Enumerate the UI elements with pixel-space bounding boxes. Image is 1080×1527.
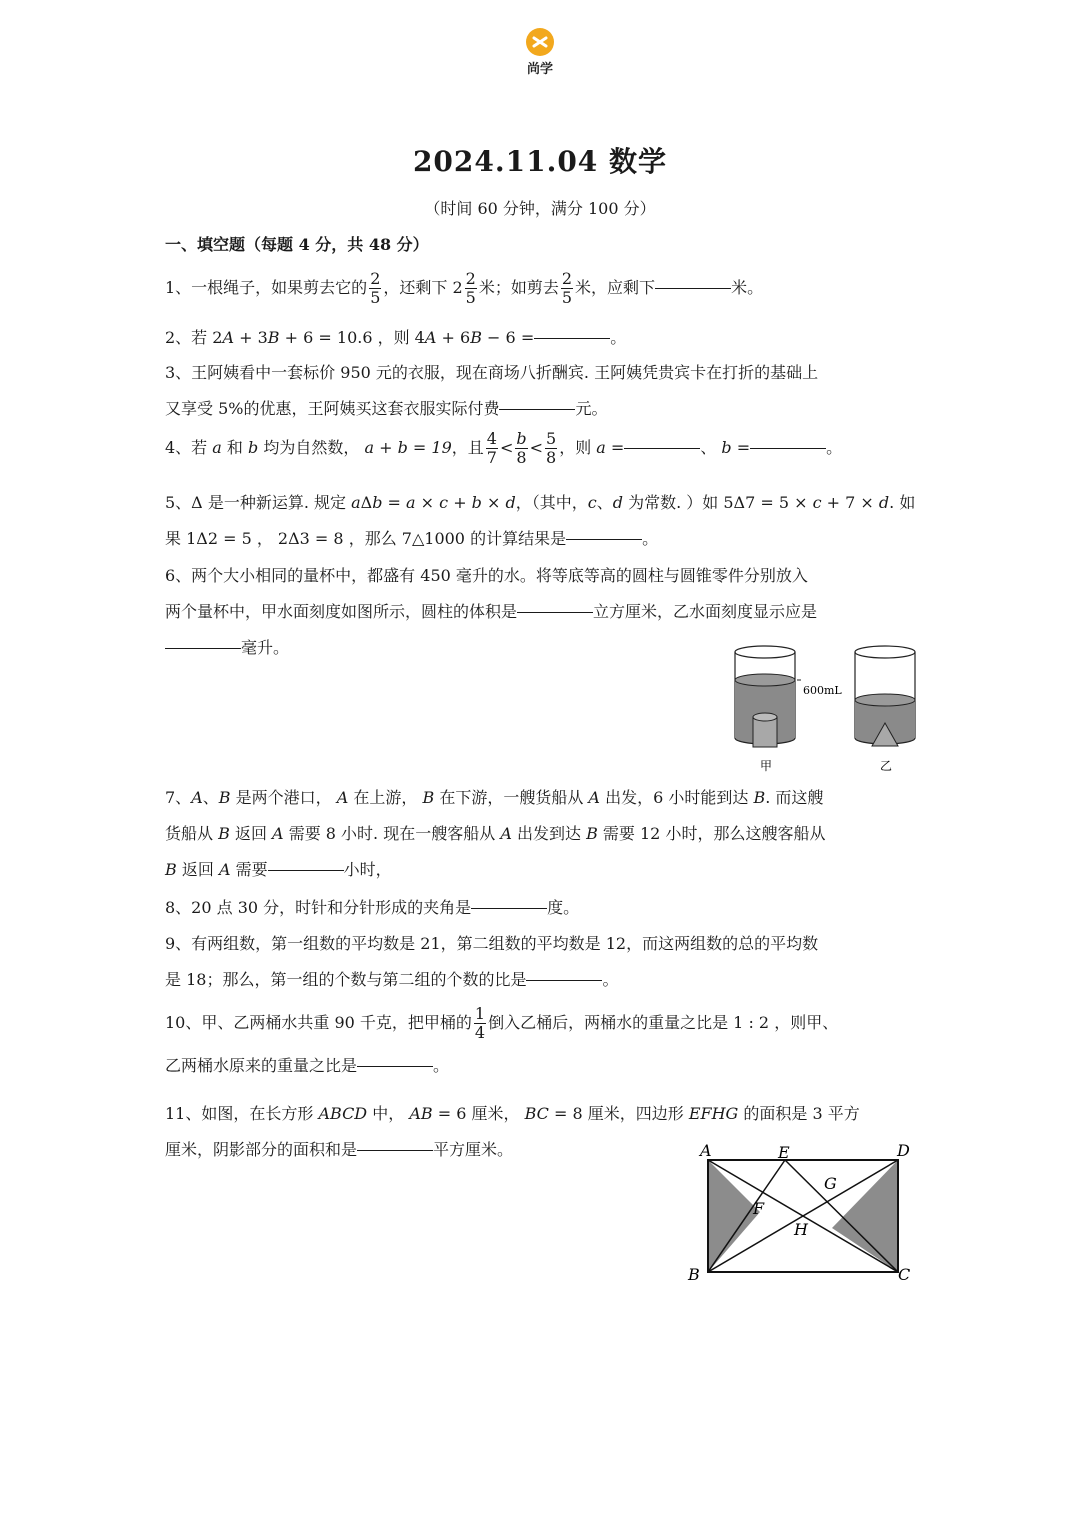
measuring-cups-figure (725, 640, 925, 775)
fraction: $\frac{1}{4}$ (474, 1004, 486, 1042)
answer-blank[interactable] (526, 979, 602, 981)
fig-label-600ml: 600mL (803, 684, 842, 697)
point-e: E (778, 1143, 790, 1162)
point-g: G (824, 1174, 837, 1193)
point-d: D (897, 1141, 910, 1160)
fraction: $\frac{2}{5}$ (370, 269, 381, 307)
point-a: A (700, 1141, 712, 1160)
question-6: 6、两个大小相同的量杯中，都盛有 450 毫升的水。将等底等高的圆柱与圆锥零件分别放入 两个量杯中，甲水面刻度如图所示，圆柱的体积是 立方厘米，乙水面刻度显示应是 毫升。 (165, 566, 818, 657)
answer-blank[interactable] (655, 287, 731, 289)
question-1: 1、一根绳子，如果剪去它的 $\frac{2}{5}$ ，还剩下 2 $\frac{2}{5}$ 米；如剪去 $\frac{2}{5}$ 米，应剩下 米。 (165, 269, 764, 307)
cup-b-label: 乙 (880, 759, 893, 773)
cup-a (735, 646, 801, 747)
fraction: $\frac{2}{5}$ (465, 269, 476, 307)
question-2: 2、若 2A + 3B + 6 = 10.6 ，则 4A + 6B − 6 = 。 (165, 328, 627, 347)
page-subtitle: （时间 60 分钟，满分 100 分） (424, 199, 656, 218)
logo (512, 28, 568, 77)
question-3: 3、王阿姨看中一套标价 950 元的衣服，现在商场八折酬宾. 王阿姨凭贵宾卡在打折的基础上 又享受 5%的优惠，王阿姨买这套衣服实际付费 元。 (165, 363, 819, 418)
cup-b (855, 646, 915, 746)
answer-blank[interactable] (357, 1149, 433, 1151)
rectangle-figure (680, 1140, 920, 1285)
answer-blank[interactable] (624, 447, 700, 449)
fraction: $\frac{2}{5}$ (561, 269, 573, 307)
cup-a-label: 甲 (760, 759, 773, 773)
answer-blank[interactable] (357, 1065, 433, 1067)
logo-icon (526, 28, 554, 56)
point-h: H (794, 1220, 808, 1239)
answer-blank[interactable] (517, 611, 593, 613)
point-f: F (753, 1199, 765, 1218)
question-11: 11、如图，在长方形 ABCD 中， AB = 6 厘米， BC = 8 厘米，四边形 EFHG 的面积是 3 平方 厘米，阴影部分的面积和是 平方厘米。 (165, 1104, 860, 1159)
answer-blank[interactable] (750, 447, 826, 449)
answer-blank[interactable] (499, 408, 575, 410)
answer-blank[interactable] (268, 869, 344, 871)
page-title: 2024.11.04 数学 (412, 145, 668, 178)
question-10: 10、甲、乙两桶水共重 90 千克，把甲桶的 $\frac{1}{4}$ 倒入乙桶后，两桶水的重量之比是 1 : 2 ，则甲、 乙两桶水原来的重量之比是 。 (165, 1004, 839, 1075)
point-c: C (898, 1265, 911, 1284)
question-9: 9、有两组数，第一组数的平均数是 21，第二组数的平均数是 12，而这两组数的总的平均数 是 18；那么，第一组的个数与第二组的个数的比是 。 (165, 934, 819, 989)
section-heading: 一、填空题（每题 4 分，共 48 分） (165, 235, 429, 254)
answer-blank[interactable] (471, 907, 547, 909)
logo-text: 尚学 (526, 62, 553, 77)
answer-blank[interactable] (165, 647, 241, 649)
answer-blank[interactable] (566, 538, 642, 540)
question-5: 5、Δ 是一种新运算. 规定 aΔb = a × c + b × d，（其中，c、d 为常数. ）如 5Δ7 = 5 × c + 7 × d. 如 果 1Δ2 = 5 ， 2Δ3 = 8 ，那么 7△1000 的计算结果是 。 (165, 493, 916, 548)
question-4: 4、若 a 和 b 均为自然数， a + b = 19，且 $\frac{4}{7}$ < $\frac{b}{8}$ < $\frac{5}{8}$ ，则 a = 、 b = 。 (165, 429, 843, 467)
point-b: B (688, 1265, 700, 1284)
answer-blank[interactable] (534, 337, 610, 339)
question-7: 7、A、B 是两个港口， A 在上游， B 在下游，一艘货船从 A 出发，6 小时能到达 B. 而这艘 货船从 B 返回 A 需要 8 小时. 现在一艘客船从 A 出发到达 B 需要 12 小时，那么这艘客船从 B 返回 A 需要 小时， (165, 788, 826, 879)
question-8: 8、20 点 30 分，时针和分针形成的夹角是 度。 (165, 898, 580, 917)
